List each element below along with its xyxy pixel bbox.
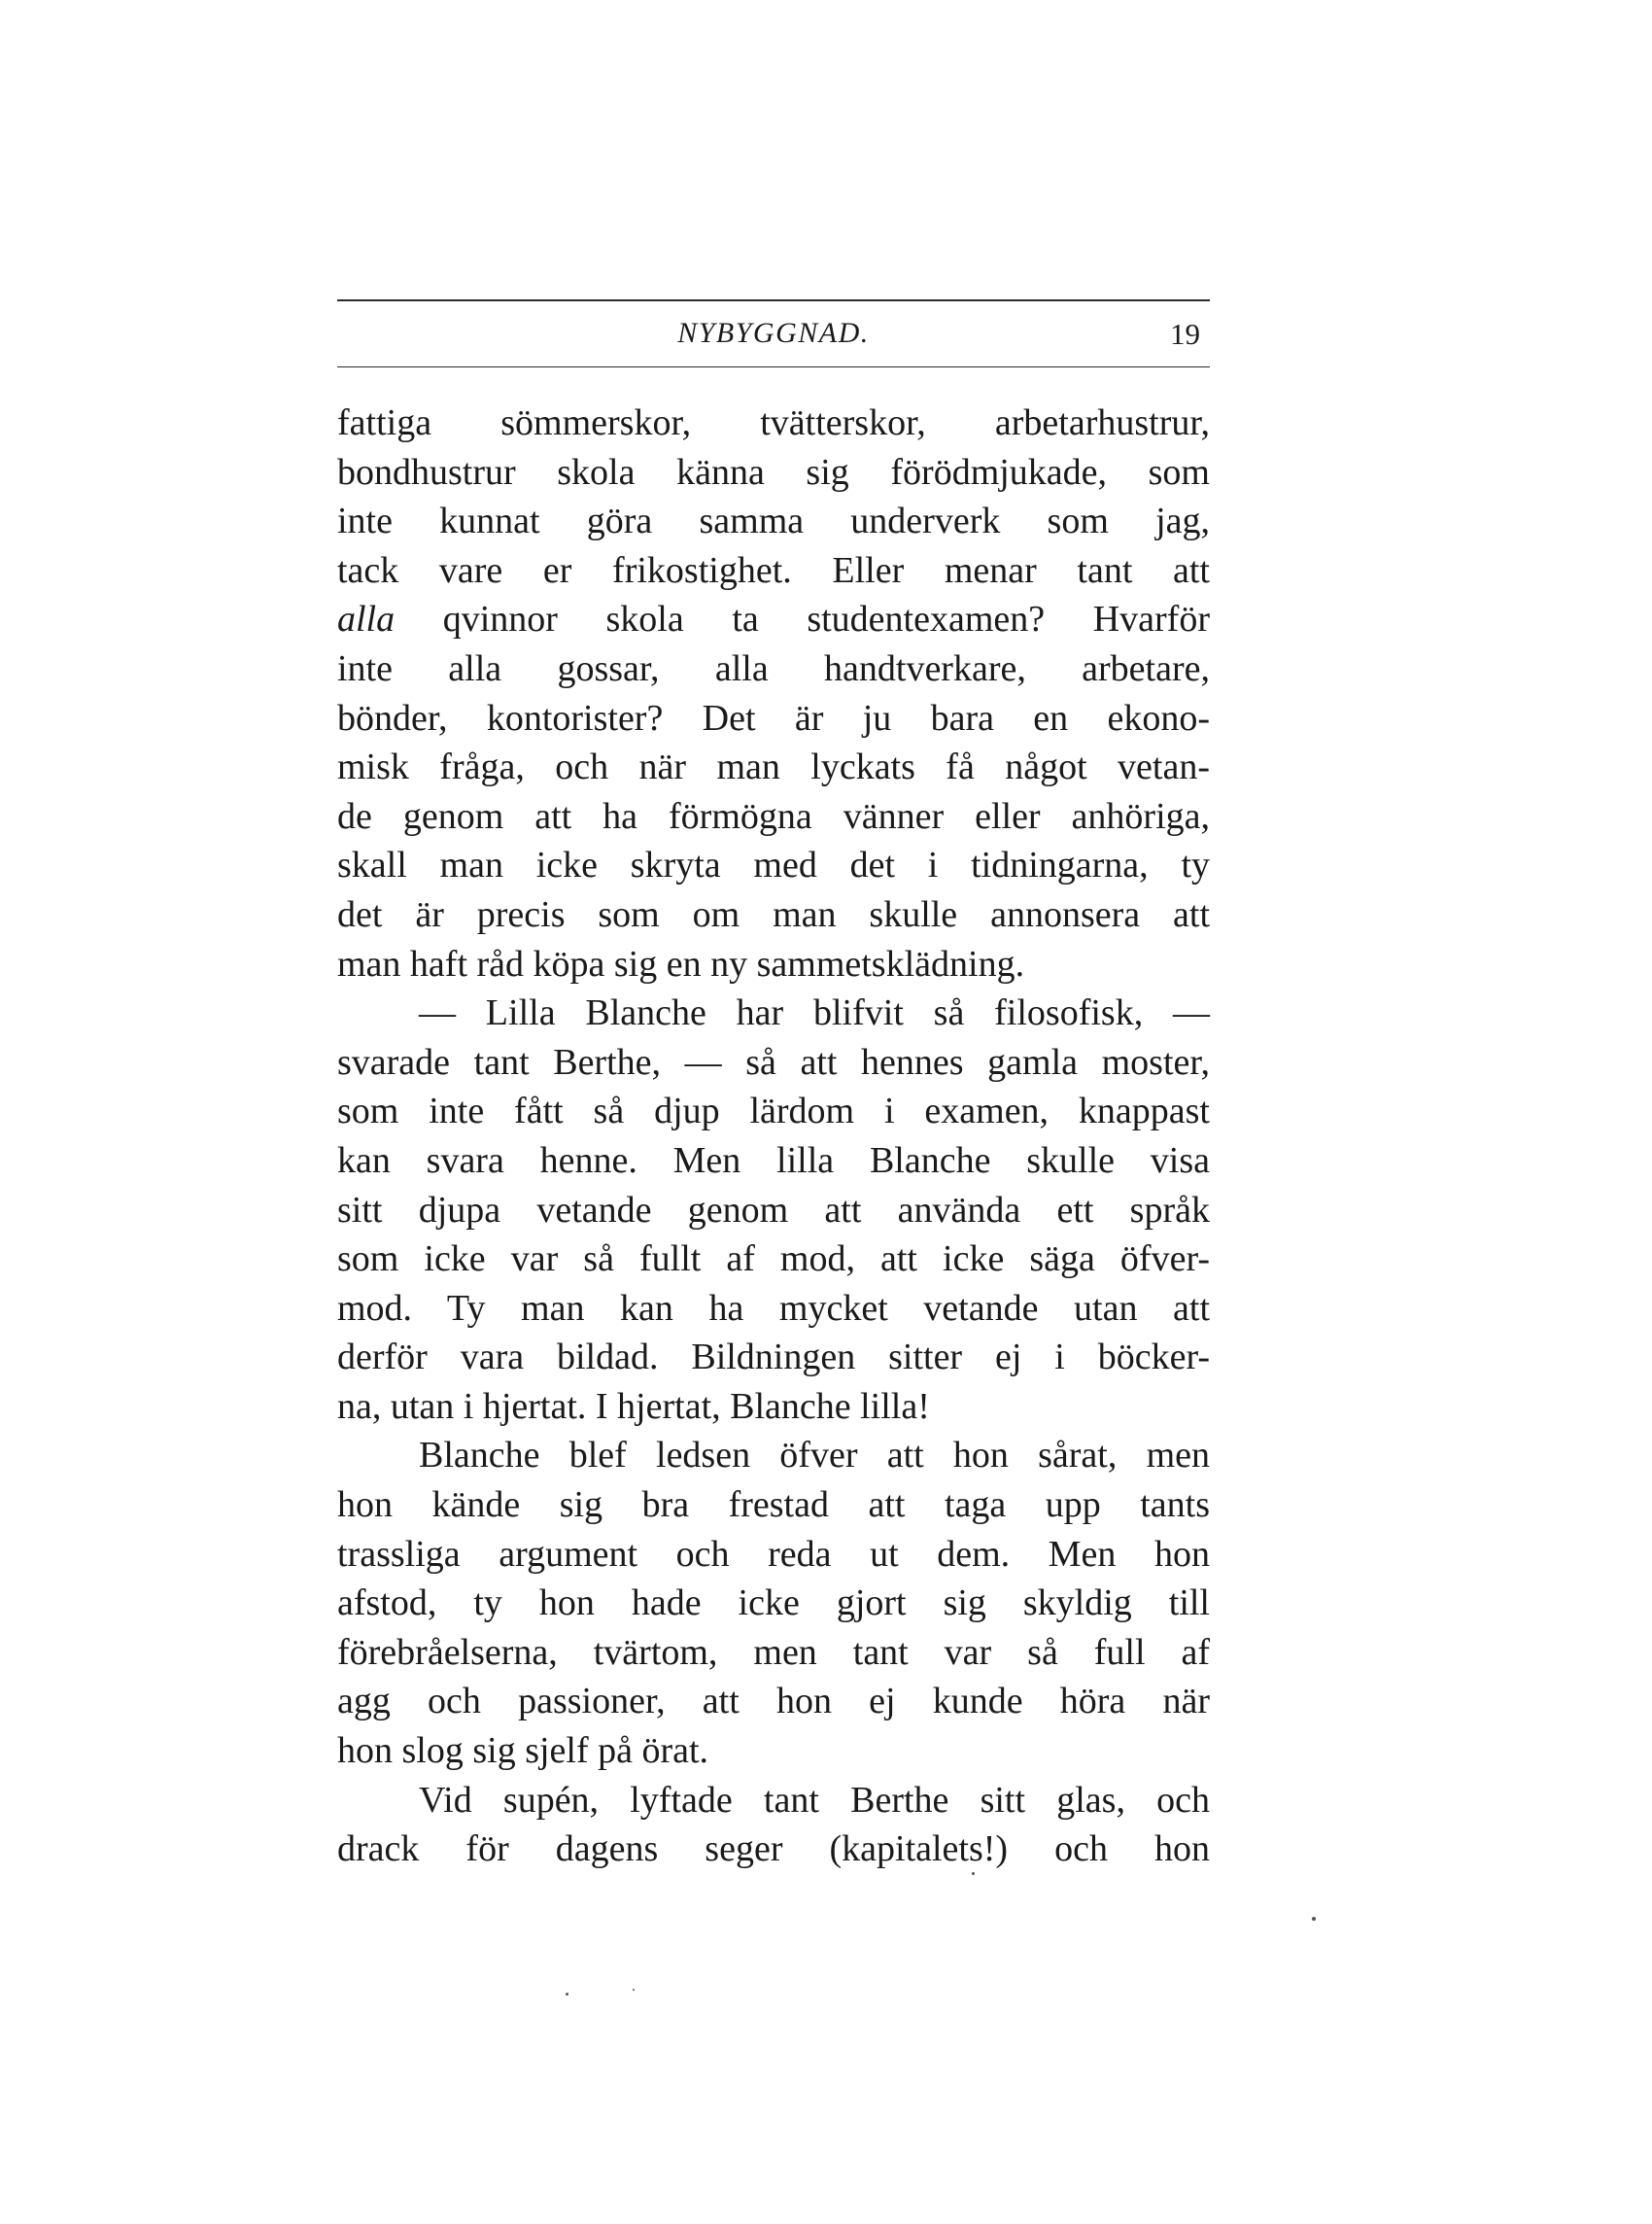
text-line: fattiga sömmerskor, tvätterskor, arbetarhustrur, xyxy=(337,402,1210,443)
text-line: Blanche blef ledsen öfver att hon sårat, men xyxy=(419,1435,1210,1477)
text-line: trassliga argument och reda ut dem. Men hon xyxy=(337,1533,1210,1575)
emphasis-word: alla xyxy=(337,599,396,641)
text-line: Vid supén, lyftade tant Berthe sitt glas, och xyxy=(419,1779,1210,1821)
text-line: — Lilla Blanche har blifvit så filosofisk, — xyxy=(419,992,1210,1034)
page-number: 19 xyxy=(1170,317,1200,351)
text-line: sitt djupa vetande genom att använda ett språk xyxy=(337,1189,1210,1231)
text-line: det är precis som om man skulle annonsera att xyxy=(337,893,1210,935)
text-line: man haft råd köpa sig en ny sammetsklädning. xyxy=(337,943,1025,985)
header-rule-bottom xyxy=(337,366,1210,367)
running-header xyxy=(337,309,1210,358)
text-line: misk fråga, och när man lyckats få något vetan- xyxy=(337,747,1210,788)
text-line: inte kunnat göra samma underverk som jag, xyxy=(337,501,1210,542)
paper-speck xyxy=(566,1993,568,1996)
body-text xyxy=(337,399,1210,1874)
text-line: svarade tant Berthe, — så att hennes gamla moster, xyxy=(337,1041,1210,1083)
text-line: som inte fått så djup lärdom i examen, knappast xyxy=(337,1091,1210,1132)
text-line: hon kände sig bra frestad att taga upp tants xyxy=(337,1484,1210,1526)
header-rule-top xyxy=(337,299,1210,301)
text-line: bönder, kontorister? Det är ju bara en ekono- xyxy=(337,697,1210,739)
text-line: derför vara bildad. Bildningen sitter ej i böcker- xyxy=(337,1337,1210,1378)
text-line: mod. Ty man kan ha mycket vetande utan att xyxy=(337,1287,1210,1329)
text-line: na, utan i hjertat. I hjertat, Blanche lilla! xyxy=(337,1385,930,1427)
text-line xyxy=(337,595,1210,644)
paper-speck xyxy=(972,1872,975,1875)
text-line: som icke var så fullt af mod, att icke säga öfver- xyxy=(337,1238,1210,1280)
paper-speck xyxy=(633,1989,635,1991)
text-line: drack för dagens seger (kapitalets!) och hon xyxy=(337,1828,1210,1870)
text-line: tack vare er frikostighet. Eller menar tant att xyxy=(337,549,1210,591)
text-line: bondhustrur skola känna sig förödmjukade, som xyxy=(337,451,1210,493)
paper-speck xyxy=(1312,1917,1316,1921)
text-line: hon slog sig sjelf på örat. xyxy=(337,1730,709,1772)
text-line: de genom att ha förmögna vänner eller anhöriga, xyxy=(337,795,1210,837)
text-line: inte alla gossar, alla handtverkare, arbetare, xyxy=(337,647,1210,689)
text-line: förebråelserna, tvärtom, men tant var så full af xyxy=(337,1631,1210,1673)
text-line: skall man icke skryta med det i tidningarna, ty xyxy=(337,845,1210,886)
text-line-rest: qvinnor skola ta studentexamen? Hvarför xyxy=(395,599,1210,641)
running-title: NYBYGGNAD. xyxy=(677,317,870,349)
text-line: agg och passioner, att hon ej kunde höra när xyxy=(337,1681,1210,1722)
text-line: afstod, ty hon hade icke gjort sig skyldig till xyxy=(337,1582,1210,1624)
text-line: kan svara henne. Men lilla Blanche skulle visa xyxy=(337,1139,1210,1181)
